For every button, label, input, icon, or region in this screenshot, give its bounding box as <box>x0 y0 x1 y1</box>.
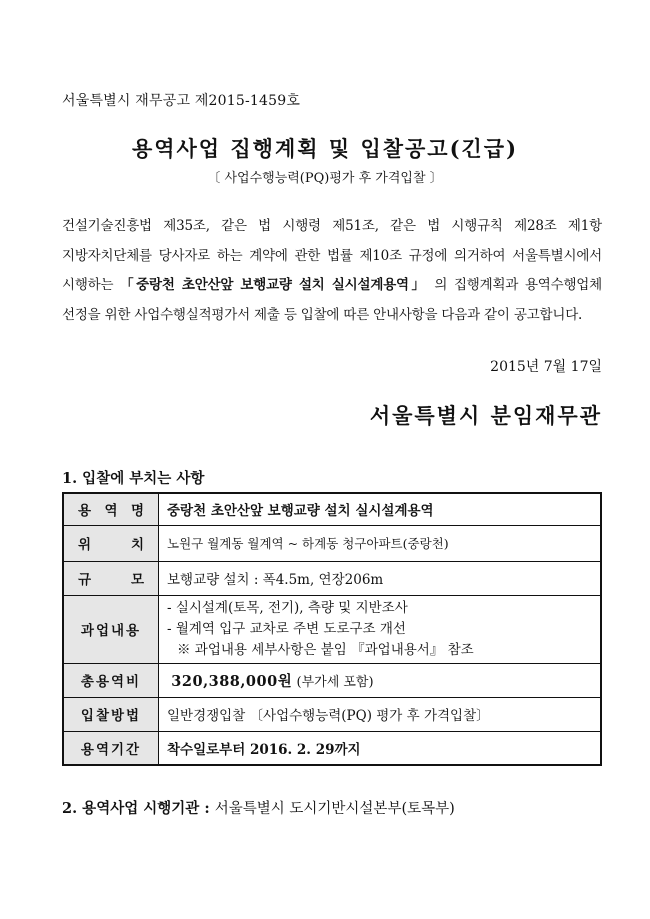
section-2-title: 2. 용역사업 시행기관 : <box>62 800 215 817</box>
value-scope <box>159 595 602 663</box>
project-name-highlight: 「중랑천 초안산앞 보행교량 설치 실시설계용역」 <box>120 277 428 293</box>
document-subtitle: 〔 사업수행능력(PQ)평가 후 가격입찰 〕 <box>207 171 443 186</box>
announcement-date: 2015년 7월 17일 <box>490 359 602 375</box>
table-row-location <box>63 525 601 561</box>
value-service-name: 중랑천 초안산앞 보행교량 설치 실시설계용역 <box>159 493 602 525</box>
document-number: 서울특별시 재무공고 제2015-1459호 <box>62 93 301 109</box>
table-row-cost <box>63 663 601 697</box>
label-service-name: 용 역 명 <box>63 493 159 525</box>
table-row-period <box>63 731 601 765</box>
value-location: 노원구 월계동 월계역 ~ 하계동 청구아파트(중랑천) <box>159 525 602 561</box>
cost-vat-note: (부가세 포함) <box>296 674 374 690</box>
intro-text-part1: 건설기술진흥법 제35조, 같은 법 시행령 제51조, 같은 법 시행규칙 제28조 제1항 지방자치단체를 당사자로 하는 계약에 관한 법률 제10조 규정에 의거하여 서울특별시에서 시행하는 <box>62 218 602 293</box>
section-1-heading: 1. 입찰에 부치는 사항 <box>62 470 205 487</box>
table-row-bid-method <box>63 697 601 731</box>
value-period: 착수일로부터 2016. 2. 29까지 <box>159 731 602 765</box>
cost-amount: 320,388,000원 <box>171 672 293 690</box>
section-2-heading <box>62 797 455 818</box>
agency-name: 서울특별시 도시기반시설본부(토목부) <box>214 801 455 817</box>
label-cost: 총용역비 <box>63 663 159 697</box>
label-period: 용역기간 <box>63 731 159 765</box>
scope-line-2: - 월계역 입구 교차로 주변 도로구조 개선 <box>167 620 406 637</box>
scope-note: ※ 과업내용 세부사항은 붙임 『과업내용서』 참조 <box>177 641 474 658</box>
label-scale: 규 모 <box>63 561 159 595</box>
label-location: 위 치 <box>63 525 159 561</box>
table-row-scope <box>63 595 601 663</box>
value-bid-method: 일반경쟁입찰 〔사업수행능력(PQ) 평가 후 가격입찰〕 <box>159 697 602 731</box>
table-row-service-name <box>63 493 601 525</box>
scope-line-1: - 실시설계(토목, 전기), 측량 및 지반조사 <box>167 599 408 616</box>
document-title: 용역사업 집행계획 및 입찰공고(긴급) <box>131 136 519 161</box>
label-scope: 과업내용 <box>63 595 159 663</box>
intro-text-part2: 의 집행계획과 용역수행업체 선정을 위한 사업수행실적평가서 제출 등 입찰에 따른 안내사항을 다음과 같이 공고합니다. <box>62 277 602 323</box>
label-bid-method: 입찰방법 <box>63 697 159 731</box>
intro-paragraph <box>62 212 602 330</box>
bid-info-table <box>62 492 602 766</box>
table-row-scale <box>63 561 601 595</box>
issuer-name: 서울특별시 분임재무관 <box>369 403 602 428</box>
value-scale: 보행교량 설치 : 폭4.5m, 연장206m <box>159 561 602 595</box>
value-cost <box>159 663 602 697</box>
